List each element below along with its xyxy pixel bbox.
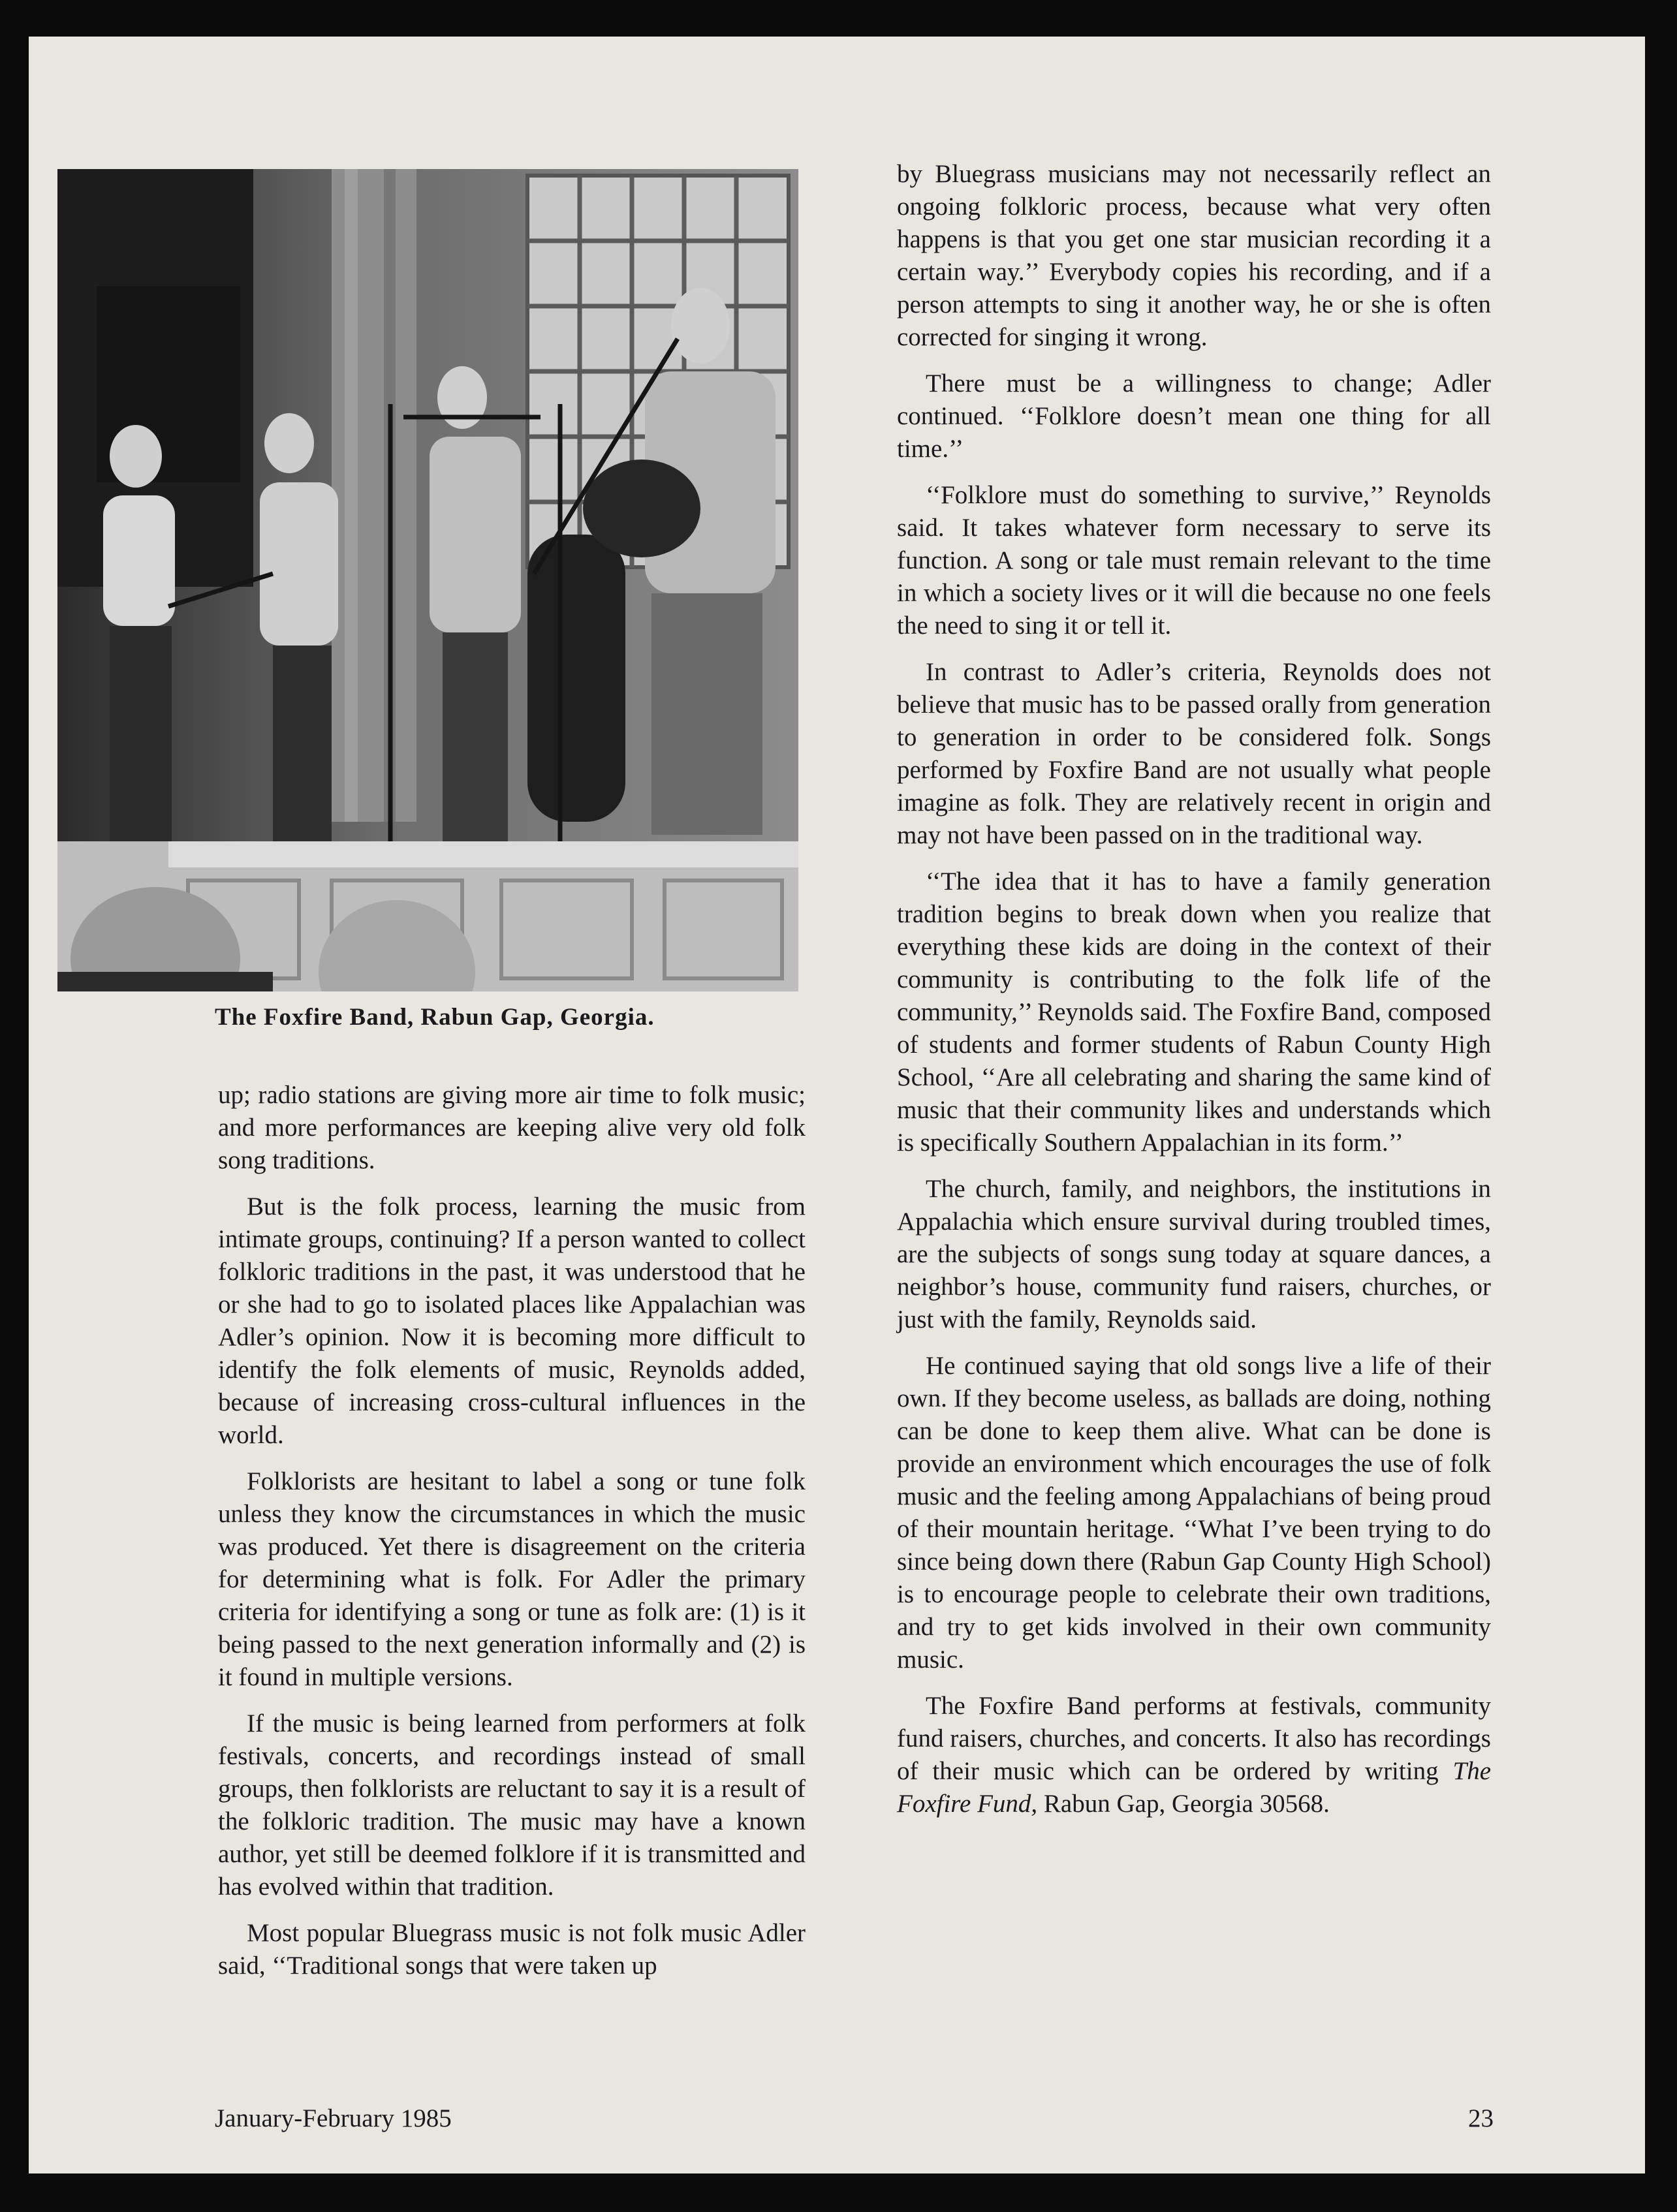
closing-text-before: The Foxfire Band performs at festivals, community fund raisers, churches, and concerts. It also has recordings of their music which can be ordered by writing bbox=[897, 1692, 1491, 1785]
paragraph: But is the folk process, learning the music from intimate groups, continuing? If a person wanted to collect folkloric traditions in the past, it was understood that he or she had to go to isolated places like Appalachian was Adler’s opinion. Now it is becoming more difficult to identify the folk elements of music, Reynolds added, because of increasing cross-cultural influences in the world. bbox=[218, 1192, 806, 1449]
paragraph: Folklorists are hesitant to label a song or tune folk unless they know the circumstances in which the music was produced. Yet there is disagreement on the criteria for determining what is folk. For Adler the primary criteria for identifying a song or tune as folk are: (1) is it being passed to the next generation informally and (2) is it found in multiple versions. bbox=[218, 1467, 806, 1691]
fund-name: The Foxfire Fund, bbox=[897, 1757, 1491, 1818]
magazine-page bbox=[29, 37, 1645, 2173]
closing-paragraph bbox=[897, 1690, 1491, 1820]
paragraph: by Bluegrass musicians may not necessarily reflect an ongoing folkloric process, because what very often happens is that you get one star musician recording it a certain way.’’ Everybody copies his recording, and if a person attempts to sing it another way, he or she is often corrected for singing it wrong. bbox=[897, 160, 1491, 351]
paragraph: There must be a willingness to change; Adler continued. ‘‘Folklore doesn’t mean one thing for all time.’’ bbox=[897, 369, 1491, 463]
page-number: 23 bbox=[1468, 2104, 1494, 2132]
paragraph: The church, family, and neighbors, the institutions in Appalachia which ensure survival during troubled times, are the subjects of songs sung today at square dances, a neighbor’s house, community fund raisers, churches, or just with the family, Reynolds said. bbox=[897, 1175, 1491, 1333]
paragraph: up; radio stations are giving more air time to folk music; and more performances are keeping alive very old folk song traditions. bbox=[218, 1081, 806, 1174]
paragraph: In contrast to Adler’s criteria, Reynolds does not believe that music has to be passed orally from generation to generation in order to be considered folk. Songs performed by Foxfire Band are not usually what people imagine as folk. They are relatively recent in origin and may not have been passed on in the traditional way. bbox=[897, 658, 1491, 849]
closing-text-after: Rabun Gap, Georgia 30568. bbox=[1037, 1790, 1330, 1818]
paragraph: He continued saying that old songs live a life of their own. If they become useless, as ballads are doing, nothing can be done to keep them alive. What can be done is provide an environment which encourages the use of folk music and the feeling among Appalachians of being proud of their mountain heritage. ‘‘What I’ve been trying to do since being down there (Rabun Gap County High School) is to encourage people to celebrate their own traditions, and try to get kids involved in their own community music. bbox=[897, 1352, 1491, 1674]
left-column bbox=[218, 1079, 806, 1996]
paragraph: If the music is being learned from performers at folk festivals, concerts, and recordings instead of small groups, then folklorists are reluctant to say it is a result of the folkloric tradition. The music may have a known author, yet still be deemed folklore if it is transmitted and has evolved within that tradition. bbox=[218, 1709, 806, 1901]
photo-caption: The Foxfire Band, Rabun Gap, Georgia. bbox=[215, 1004, 655, 1031]
band-photo-illustration bbox=[57, 169, 798, 991]
issue-date: January-February 1985 bbox=[215, 2104, 452, 2132]
right-column bbox=[897, 158, 1491, 1834]
paragraph: ‘‘Folklore must do something to survive,’’ Reynolds said. It takes whatever form necessary to serve its function. A song or tale must remain relevant to the time in which a society lives or it will die because no one feels the need to sing it or tell it. bbox=[897, 481, 1491, 640]
paragraph: Most popular Bluegrass music is not folk music Adler said, ‘‘Traditional songs that were taken up bbox=[218, 1919, 806, 1980]
band-photo bbox=[57, 169, 798, 991]
paragraph: ‘‘The idea that it has to have a family generation tradition begins to break down when you realize that everything these kids are doing in the context of their community is contributing to the folk life of the community,’’ Reynolds said. The Foxfire Band, composed of students and former students of Rabun County High School, ‘‘Are all celebrating and sharing the same kind of music that their community likes and understands which is specifically Southern Appalachian in its form.’’ bbox=[897, 867, 1491, 1157]
